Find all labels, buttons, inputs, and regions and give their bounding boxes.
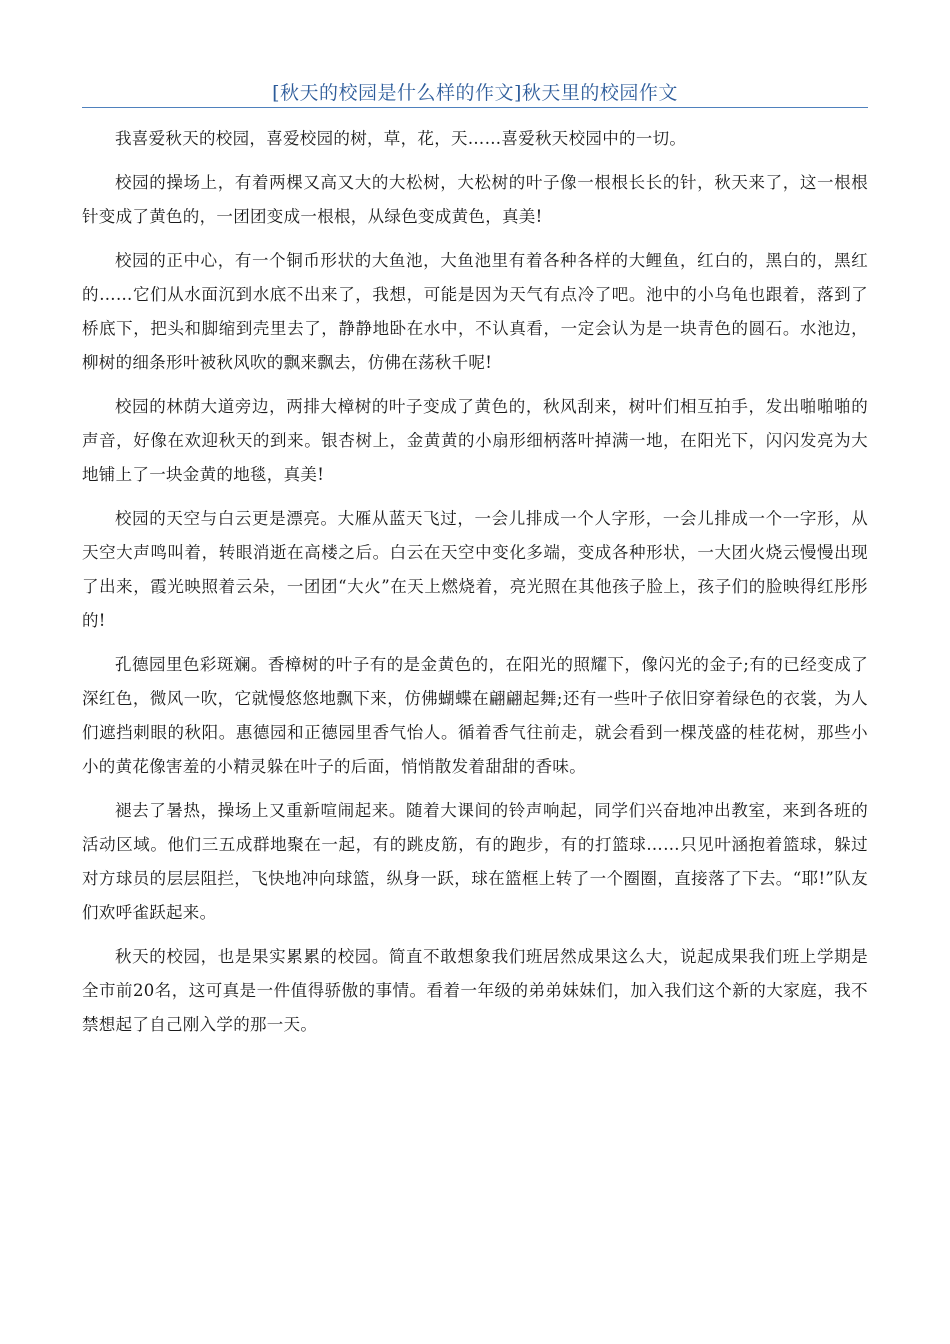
document-title: [秋天的校园是什么样的作文]秋天里的校园作文 [272, 82, 678, 104]
paragraph-7: 褪去了暑热，操场上又重新喧闹起来。随着大课间的铃声响起，同学们兴奋地冲出教室，来到各班的活动区域。他们三五成群地聚在一起，有的跳皮筋，有的跑步，有的打篮球……只见叶涵抱着篮球，躲过对方球员的层层阻拦，飞快地冲向球篮，纵身一跃，球在篮框上转了一个圈圈，直接落了下去。“耶!”队友们欢呼雀跃起来。 [82, 801, 868, 922]
title-underline [82, 107, 868, 108]
paragraph-2: 校园的操场上，有着两棵又高又大的大松树，大松树的叶子像一根根长长的针，秋天来了，这一根根针变成了黄色的，一团团变成一根根，从绿色变成黄色，真美! [82, 173, 868, 226]
paragraph-8: 秋天的校园，也是果实累累的校园。简直不敢想象我们班居然成果这么大，说起成果我们班上学期是全市前20名，这可真是一件值得骄傲的事情。看着一年级的弟弟妹妹们，加入我们这个新的大家庭，我不禁想起了自己刚入学的那一天。 [82, 947, 868, 1034]
document-body [82, 122, 868, 1052]
paragraph-6: 孔德园里色彩斑斓。香樟树的叶子有的是金黄色的，在阳光的照耀下，像闪光的金子;有的已经变成了深红色，微风一吹，它就慢悠悠地飘下来，仿佛蝴蝶在翩翩起舞;还有一些叶子依旧穿着绿色的衣裳，为人们遮挡刺眼的秋阳。惠德园和正德园里香气怡人。循着香气往前走，就会看到一棵茂盛的桂花树，那些小小的黄花像害羞的小精灵躲在叶子的后面，悄悄散发着甜甜的香味。 [82, 655, 868, 776]
paragraph-3: 校园的正中心，有一个铜币形状的大鱼池，大鱼池里有着各种各样的大鲤鱼，红白的，黑白的，黑红的……它们从水面沉到水底不出来了，我想，可能是因为天气有点冷了吧。池中的小乌龟也跟着，落到了桥底下，把头和脚缩到壳里去了，静静地卧在水中，不认真看，一定会认为是一块青色的圆石。水池边，柳树的细条形叶被秋风吹的飘来飘去，仿佛在荡秋千呢! [82, 251, 868, 372]
paragraph-4: 校园的林荫大道旁边，两排大樟树的叶子变成了黄色的，秋风刮来，树叶们相互拍手，发出啪啪啪的声音，好像在欢迎秋天的到来。银杏树上，金黄黄的小扇形细柄落叶掉满一地，在阳光下，闪闪发亮为大地铺上了一块金黄的地毯，真美! [82, 397, 868, 484]
paragraph-1: 我喜爱秋天的校园，喜爱校园的树，草，花，天……喜爱秋天校园中的一切。 [115, 129, 687, 148]
paragraph-5: 校园的天空与白云更是漂亮。大雁从蓝天飞过，一会儿排成一个人字形，一会儿排成一个一字形，从天空大声鸣叫着，转眼消逝在高楼之后。白云在天空中变化多端，变成各种形状，一大团火烧云慢慢出现了出来，霞光映照着云朵，一团团“大火”在天上燃烧着，亮光照在其他孩子脸上，孩子们的脸映得红彤彤的! [82, 509, 868, 630]
